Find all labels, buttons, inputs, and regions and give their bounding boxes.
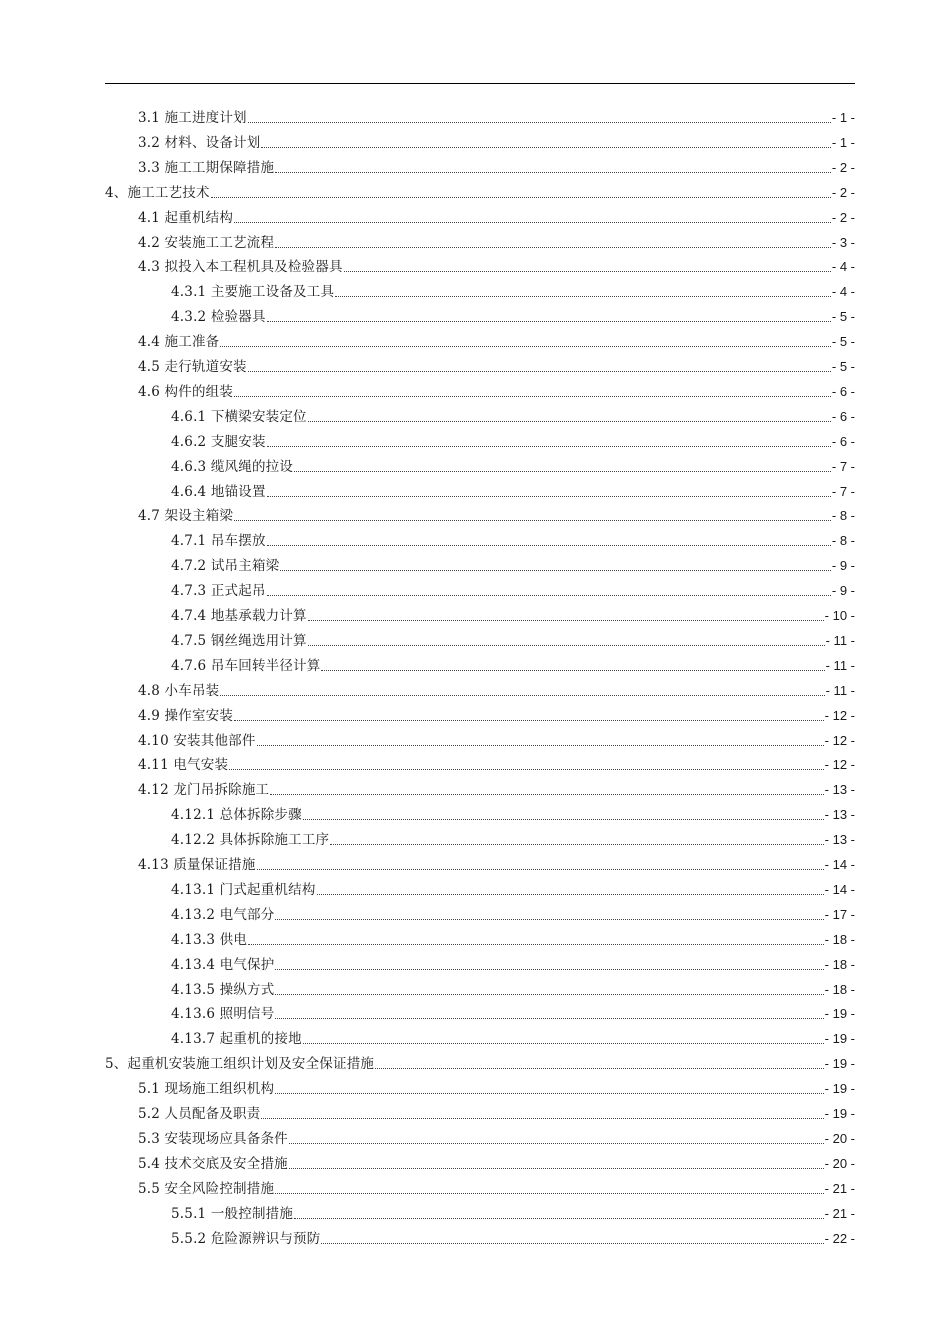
toc-dot-leader [261, 1118, 823, 1119]
toc-entry-title: 4.3 拟投入本工程机具及检验器具 [138, 259, 343, 276]
toc-dot-leader [294, 471, 831, 472]
toc-page-number: - 19 - [824, 1031, 855, 1047]
toc-page-number: - 6 - [831, 383, 855, 399]
toc-entry[interactable] [171, 480, 855, 502]
toc-entry[interactable] [171, 455, 855, 477]
toc-dot-leader [308, 421, 831, 422]
toc-entry[interactable] [171, 654, 855, 676]
toc-page-number: - 4 - [831, 259, 855, 275]
toc-dot-leader [330, 844, 823, 845]
toc-dot-leader [308, 645, 825, 646]
toc-entry-title: 4.7.1 吊车摆放 [171, 533, 266, 550]
toc-entry[interactable] [138, 206, 855, 228]
toc-dot-leader [267, 545, 831, 546]
toc-page-number: - 19 - [824, 1056, 855, 1072]
toc-page-number: - 12 - [824, 757, 855, 773]
toc-page-number: - 8 - [831, 533, 855, 549]
toc-entry[interactable] [138, 231, 855, 253]
toc-dot-leader [257, 745, 824, 746]
toc-dot-leader [267, 446, 831, 447]
toc-entry[interactable] [138, 355, 855, 377]
toc-dot-leader [275, 994, 823, 995]
toc-entry[interactable] [138, 380, 855, 402]
toc-entry-title: 4.2 安装施工工艺流程 [138, 234, 275, 251]
toc-dot-leader [270, 794, 823, 795]
toc-dot-leader [344, 271, 831, 272]
toc-dot-leader [261, 147, 830, 148]
toc-entry-title: 4.12.1 总体拆除步骤 [171, 807, 302, 824]
toc-entry-title: 3.1 施工进度计划 [138, 110, 247, 126]
toc-dot-leader [321, 670, 824, 671]
toc-dot-leader [275, 1018, 823, 1019]
toc-page-number: - 2 - [831, 184, 855, 200]
toc-entry[interactable] [171, 430, 855, 452]
toc-entry[interactable] [138, 255, 855, 277]
toc-entry[interactable] [171, 803, 855, 825]
toc-entry-title: 4.6.2 支腿安装 [171, 433, 266, 450]
toc-entry[interactable] [171, 1202, 855, 1224]
toc-entry-title: 4.5 走行轨道安装 [138, 359, 247, 375]
toc-entry[interactable] [138, 1177, 855, 1199]
toc-entry-title: 5.5.2 危险源辨识与预防 [171, 1230, 321, 1247]
toc-page-number: - 14 - [824, 857, 855, 872]
toc-page-number: - 1 - [831, 110, 855, 125]
toc-entry-title: 4.12.2 具体拆除施工工序 [171, 832, 330, 849]
toc-entry[interactable] [138, 704, 855, 726]
toc-page-number: - 21 - [824, 1180, 855, 1196]
toc-dot-leader [280, 570, 831, 571]
toc-entry[interactable] [138, 778, 855, 800]
header-rule [105, 83, 855, 84]
toc-dot-leader [267, 496, 831, 497]
toc-dot-leader [308, 620, 824, 621]
toc-entry-title: 4.7.4 地基承载力计算 [171, 608, 307, 624]
toc-page-number: - 9 - [831, 558, 855, 574]
toc-entry-title: 4.3.2 检验器具 [171, 309, 266, 326]
toc-dot-leader [275, 247, 831, 248]
toc-entry-title: 4.13.6 照明信号 [171, 1006, 275, 1023]
toc-page-number: - 2 - [831, 209, 855, 225]
toc-entry[interactable] [138, 131, 855, 153]
toc-dot-leader [220, 695, 824, 696]
toc-entry[interactable] [171, 629, 855, 651]
toc-entry[interactable] [171, 878, 855, 900]
toc-page-number: - 7 - [831, 458, 855, 474]
toc-dot-leader [229, 769, 824, 770]
toc-entry[interactable] [138, 1102, 855, 1124]
toc-entry[interactable] [171, 305, 855, 327]
toc-page-number: - 13 - [824, 782, 855, 798]
toc-dot-leader [234, 396, 831, 397]
toc-dot-leader [234, 720, 824, 721]
toc-page-number: - 18 - [824, 956, 855, 972]
toc-entry-title: 4.6.3 缆风绳的拉设 [171, 458, 294, 475]
toc-entry-title: 4.12 龙门吊拆除施工 [138, 782, 270, 799]
toc-entry-title: 5.3 安装现场应具备条件 [138, 1130, 288, 1147]
toc-page-number: - 12 - [824, 732, 855, 748]
toc-entry-title: 3.2 材料、设备计划 [138, 134, 261, 151]
toc-dot-leader [248, 944, 824, 945]
toc-page-number: - 9 - [831, 583, 855, 599]
toc-entry[interactable] [138, 106, 855, 128]
toc-dot-leader [303, 1043, 824, 1044]
toc-dot-leader [289, 1168, 824, 1169]
toc-entry[interactable] [171, 604, 855, 626]
toc-page-number: - 20 - [824, 1155, 855, 1171]
toc-dot-leader [234, 222, 831, 223]
toc-entry[interactable] [138, 679, 855, 701]
toc-page-number: - 19 - [824, 1081, 855, 1097]
toc-entry[interactable] [105, 1052, 855, 1074]
toc-dot-leader [211, 197, 831, 198]
toc-dot-leader [275, 969, 823, 970]
toc-entry[interactable] [138, 504, 855, 526]
toc-entry[interactable] [171, 280, 855, 302]
toc-entry-title: 5.5.1 一般控制措施 [171, 1205, 294, 1222]
toc-entry-title: 4.7 架设主箱梁 [138, 508, 234, 525]
toc-page-number: - 13 - [824, 832, 855, 848]
toc-entry[interactable] [171, 978, 855, 1000]
toc-page-number: - 17 - [824, 906, 855, 922]
toc-entry-title: 4.13.7 起重机的接地 [171, 1031, 302, 1048]
toc-entry[interactable] [105, 181, 855, 203]
toc-page-number: - 18 - [824, 981, 855, 997]
toc-entry-title: 3.3 施工工期保障措施 [138, 159, 275, 176]
toc-entry[interactable] [138, 156, 855, 178]
toc-page-number: - 20 - [824, 1130, 855, 1146]
toc-page-number: - 5 - [831, 359, 855, 374]
toc-entry-title: 5.1 现场施工组织机构 [138, 1081, 275, 1098]
toc-page-number: - 21 - [824, 1205, 855, 1221]
toc-entry[interactable] [171, 405, 855, 427]
toc-entry-title: 5.4 技术交底及安全措施 [138, 1155, 288, 1172]
toc-page-number: - 12 - [824, 707, 855, 723]
toc-entry-title: 4.8 小车吊装 [138, 682, 220, 699]
toc-entry-title: 4.6.4 地锚设置 [171, 483, 266, 500]
toc-entry[interactable] [138, 1077, 855, 1099]
toc-page-number: - 11 - [825, 632, 855, 648]
toc-entry-title: 4.10 安装其他部件 [138, 732, 256, 749]
toc-dot-leader [303, 819, 824, 820]
toc-dot-leader [294, 1218, 824, 1219]
toc-page-number: - 19 - [824, 1106, 855, 1121]
toc-dot-leader [220, 346, 831, 347]
toc-page-number: - 13 - [824, 807, 855, 823]
toc-dot-leader [289, 1143, 824, 1144]
toc-entry[interactable] [171, 1002, 855, 1024]
toc-entry-title: 5.5 安全风险控制措施 [138, 1180, 275, 1197]
toc-page-number: - 6 - [831, 408, 855, 424]
toc-dot-leader [234, 520, 831, 521]
toc-page-number: - 1 - [831, 134, 855, 150]
toc-dot-leader [275, 1193, 823, 1194]
toc-entry[interactable] [138, 330, 855, 352]
toc-entry-title: 4.7.2 试吊主箱梁 [171, 558, 280, 575]
toc-dot-leader [257, 869, 824, 870]
toc-page-number: - 10 - [824, 608, 855, 623]
toc-page-number: - 4 - [831, 284, 855, 300]
toc-dot-leader [275, 919, 823, 920]
toc-entry[interactable] [171, 903, 855, 925]
toc-entry-title: 4.13.1 门式起重机结构 [171, 881, 316, 898]
toc-dot-leader [317, 894, 824, 895]
toc-entry-title: 5.2 人员配备及职责 [138, 1106, 261, 1122]
toc-page-number: - 18 - [824, 931, 855, 947]
toc-page-number: - 8 - [831, 508, 855, 524]
toc-dot-leader [248, 371, 831, 372]
toc-entry[interactable] [171, 579, 855, 601]
toc-entry-title: 4.11 电气安装 [138, 757, 229, 774]
toc-entry[interactable] [138, 1152, 855, 1174]
toc-entry[interactable] [171, 1227, 855, 1249]
toc-entry-title: 4.13.5 操纵方式 [171, 981, 275, 998]
toc-entry-title: 4.6 构件的组装 [138, 383, 234, 400]
toc-entry-title: 4.4 施工准备 [138, 334, 220, 351]
toc-page-number: - 11 - [825, 682, 855, 698]
toc-entry-title: 4.7.6 吊车回转半径计算 [171, 657, 321, 674]
toc-entry-title: 4.9 操作室安装 [138, 707, 234, 724]
toc-page-number: - 7 - [831, 483, 855, 499]
toc-dot-leader [275, 1093, 823, 1094]
toc-page-number: - 19 - [824, 1006, 855, 1022]
toc-page-number: - 5 - [831, 334, 855, 350]
toc-entry[interactable] [171, 554, 855, 576]
toc-page-number: - 2 - [831, 159, 855, 175]
toc-entry-title: 4.7.3 正式起吊 [171, 583, 266, 600]
toc-dot-leader [275, 172, 831, 173]
toc-entry[interactable] [138, 753, 855, 775]
toc-entry-title: 4.13.4 电气保护 [171, 956, 275, 973]
toc-entry[interactable] [138, 1127, 855, 1149]
toc-entry-title: 4.1 起重机结构 [138, 209, 234, 226]
toc-dot-leader [375, 1068, 824, 1069]
toc-entry-title: 4.7.5 钢丝绳选用计算 [171, 632, 307, 649]
toc-entry[interactable] [138, 853, 855, 875]
toc-entry-title: 4、施工工艺技术 [105, 184, 210, 201]
toc-entry-title: 4.13.2 电气部分 [171, 906, 275, 923]
toc-page-number: - 3 - [831, 234, 855, 250]
toc-dot-leader [321, 1243, 823, 1244]
toc-entry[interactable] [171, 928, 855, 950]
toc-entry[interactable] [138, 729, 855, 751]
toc-page-number: - 5 - [831, 309, 855, 325]
toc-entry-title: 4.13 质量保证措施 [138, 857, 256, 873]
toc-entry-title: 5、起重机安装施工组织计划及安全保证措施 [105, 1056, 375, 1073]
toc-entry-title: 4.6.1 下横梁安装定位 [171, 408, 307, 425]
toc-dot-leader [267, 321, 831, 322]
toc-page-number: - 11 - [825, 657, 855, 673]
toc-entry[interactable] [171, 828, 855, 850]
toc-entry-title: 4.3.1 主要施工设备及工具 [171, 284, 335, 301]
toc-entry[interactable] [171, 529, 855, 551]
toc-page-number: - 22 - [824, 1230, 855, 1246]
toc-entry[interactable] [171, 953, 855, 975]
toc-dot-leader [335, 296, 831, 297]
toc-page-number: - 6 - [831, 433, 855, 449]
toc-page-number: - 14 - [824, 881, 855, 897]
toc-dot-leader [248, 122, 831, 123]
toc-entry-title: 4.13.3 供电 [171, 931, 248, 948]
toc-entry[interactable] [171, 1027, 855, 1049]
toc-dot-leader [267, 595, 831, 596]
